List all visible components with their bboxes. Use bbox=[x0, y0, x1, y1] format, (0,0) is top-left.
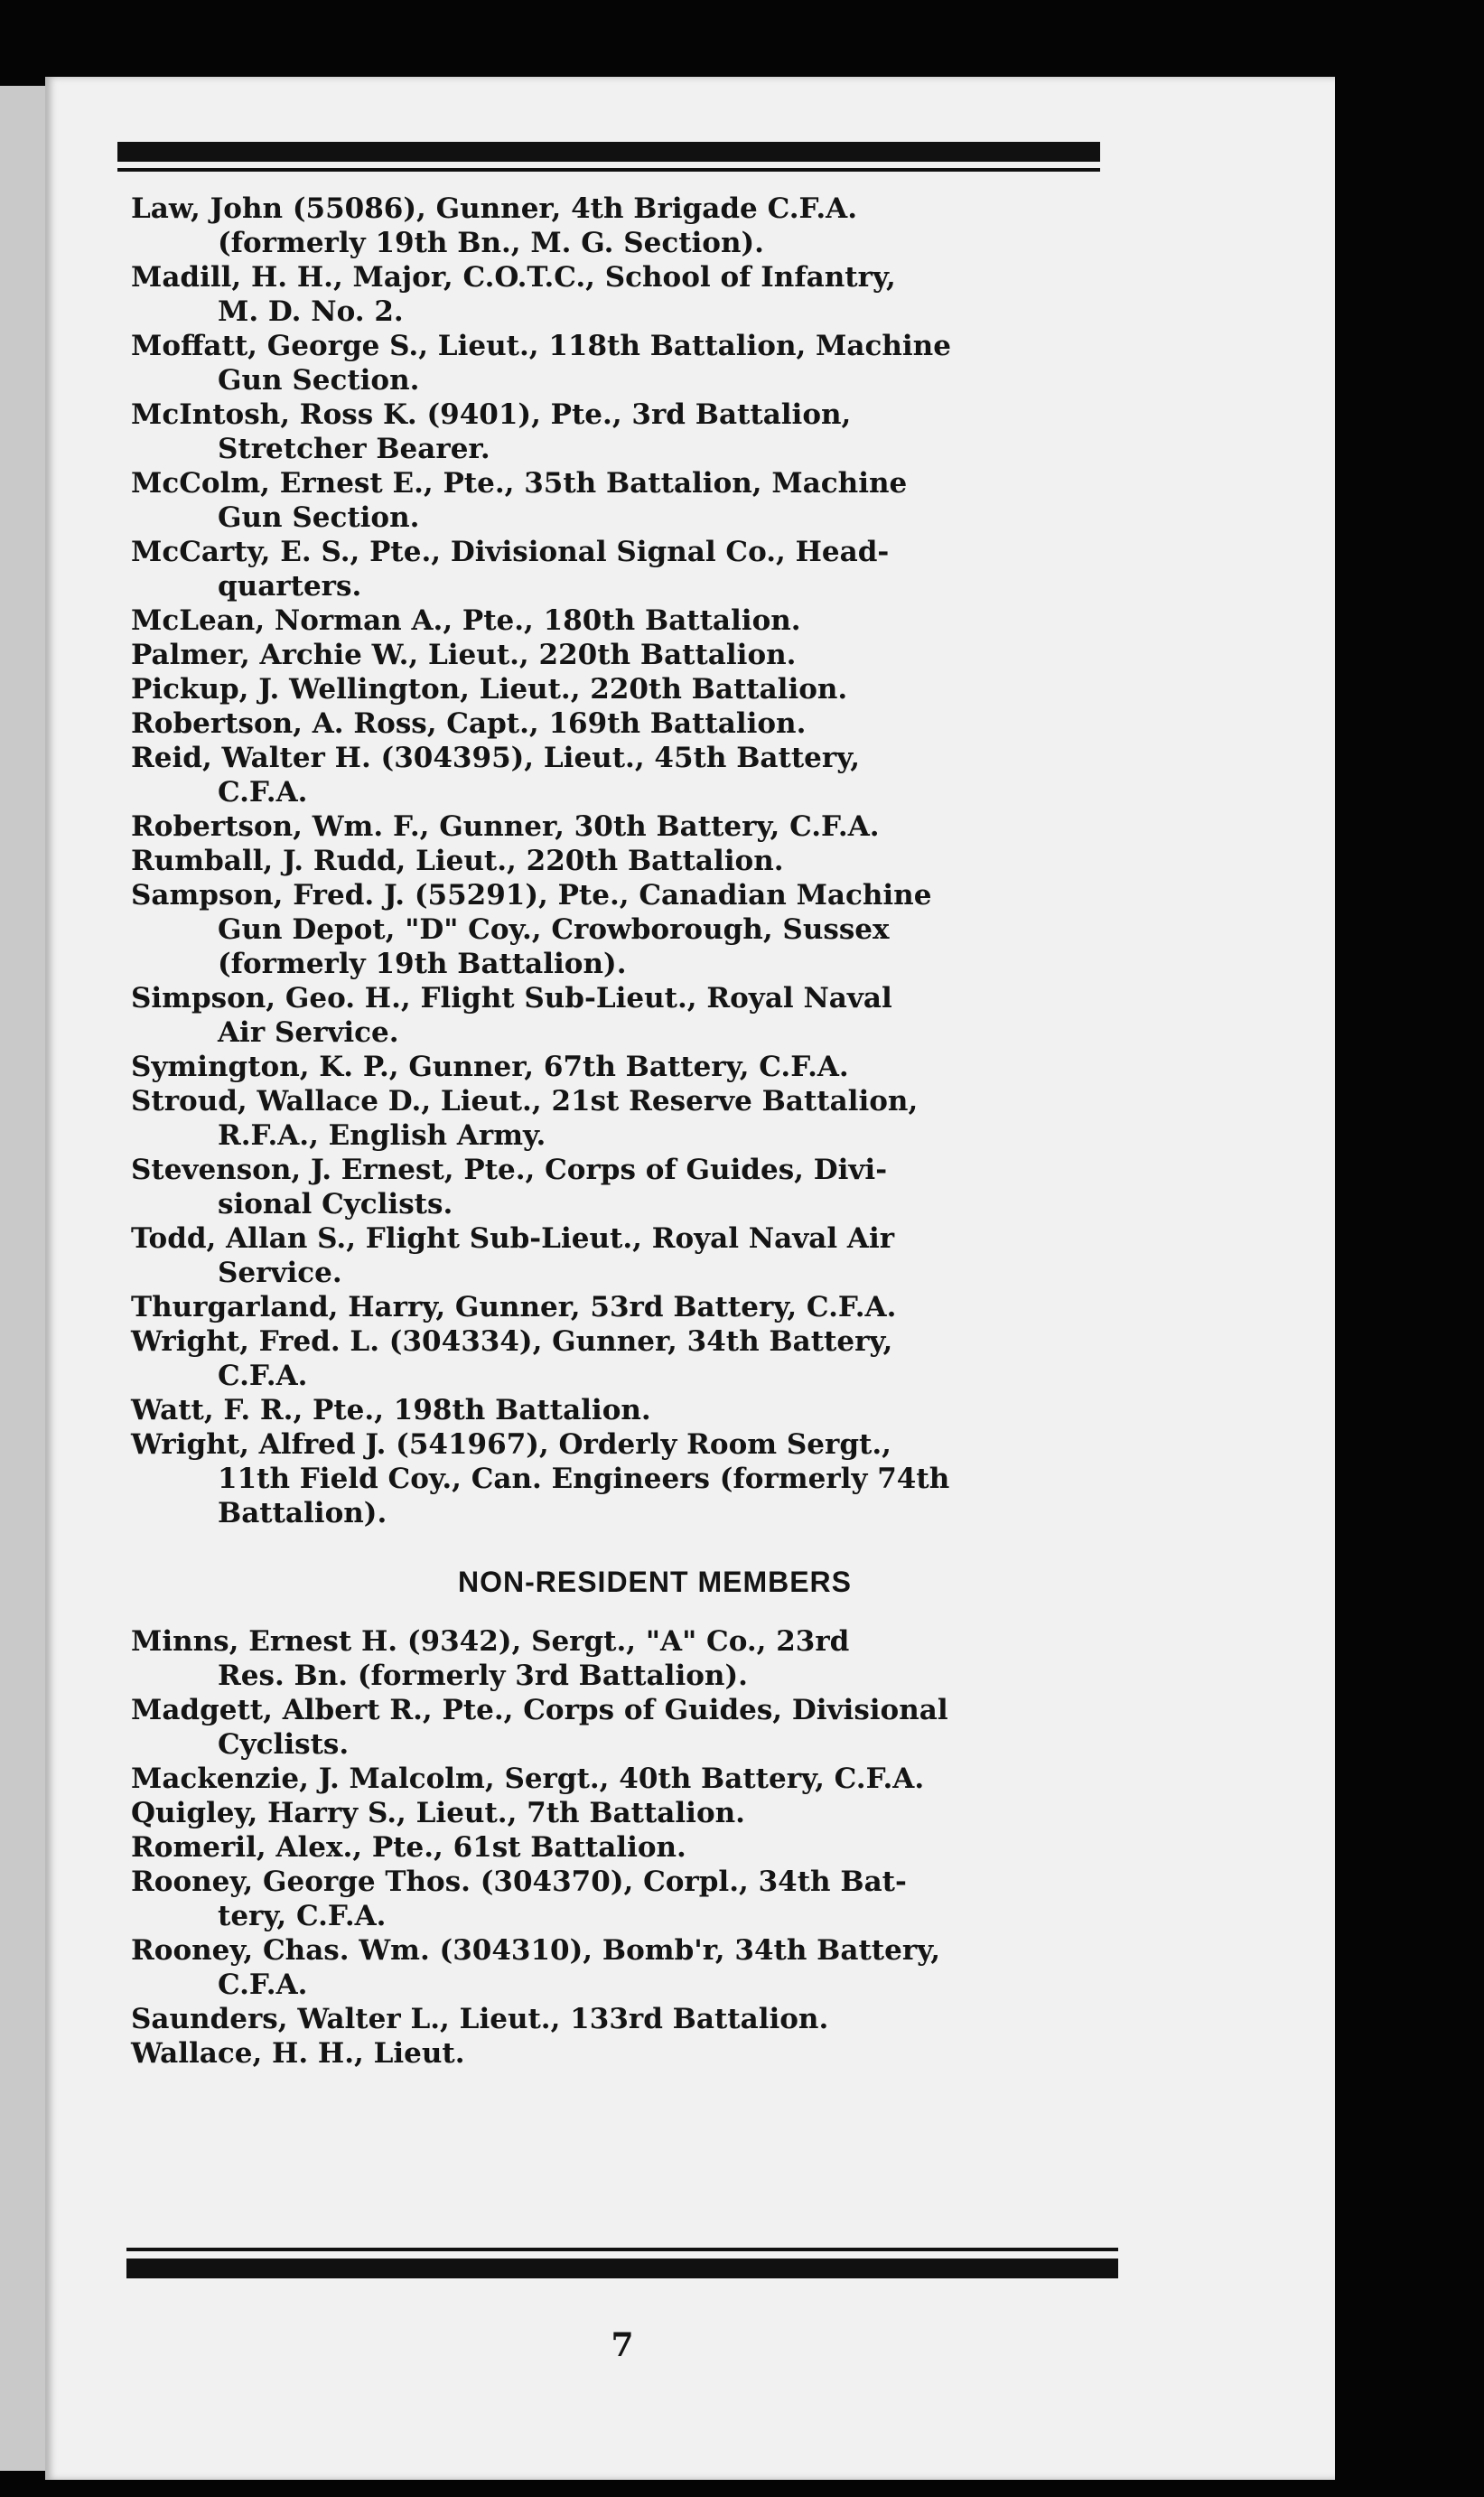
member-entry bbox=[131, 706, 1179, 741]
member-entry bbox=[131, 397, 1179, 466]
non-resident-member-list bbox=[131, 1624, 1179, 2071]
entry-line: Todd, Allan S., Flight Sub-Lieut., Royal Naval Air bbox=[131, 1222, 895, 1255]
entry-line: Romeril, Alex., Pte., 61st Battalion. bbox=[131, 1831, 686, 1864]
entry-line: C.F.A. bbox=[218, 1360, 308, 1392]
entry-line: Symington, K. P., Gunner, 67th Battery, C.F.A. bbox=[131, 1051, 849, 1083]
entry-line: McIntosh, Ross K. (9401), Pte., 3rd Battalion, bbox=[131, 398, 852, 431]
entry-line: Air Service. bbox=[218, 1016, 399, 1049]
facing-page-edge bbox=[0, 86, 45, 2471]
member-entry bbox=[131, 1153, 1179, 1221]
entry-line: Sampson, Fred. J. (55291), Pte., Canadian Machine bbox=[131, 879, 932, 912]
member-entry bbox=[131, 603, 1179, 638]
member-entry bbox=[131, 1796, 1179, 1830]
member-entry bbox=[131, 1427, 1179, 1530]
member-entry bbox=[131, 844, 1179, 878]
entry-line: Watt, F. R., Pte., 198th Battalion. bbox=[131, 1394, 651, 1426]
member-entry bbox=[131, 1762, 1179, 1796]
entry-line: Wright, Alfred J. (541967), Orderly Room Sergt., bbox=[131, 1428, 891, 1461]
member-entry bbox=[131, 1050, 1179, 1084]
entry-line: Moffatt, George S., Lieut., 118th Battalion, Machine bbox=[131, 330, 951, 362]
entry-line: Law, John (55086), Gunner, 4th Brigade C.F.A. bbox=[131, 192, 858, 225]
member-entry bbox=[131, 2036, 1179, 2071]
member-entry bbox=[131, 741, 1179, 809]
entry-line: Service. bbox=[218, 1257, 342, 1289]
entry-line: Wright, Fred. L. (304334), Gunner, 34th Battery, bbox=[131, 1325, 893, 1358]
member-entry bbox=[131, 1624, 1179, 1693]
entry-line: Wallace, H. H., Lieut. bbox=[131, 2037, 465, 2070]
entry-line: C.F.A. bbox=[218, 1969, 308, 2001]
entry-line: Cyclists. bbox=[218, 1728, 350, 1761]
member-entry bbox=[131, 329, 1179, 397]
section-heading: NON-RESIDENT MEMBERS bbox=[457, 1566, 852, 1598]
member-entry bbox=[131, 672, 1179, 706]
entry-line: (formerly 19th Bn., M. G. Section). bbox=[218, 227, 764, 259]
entry-line: M. D. No. 2. bbox=[218, 295, 404, 328]
entry-line: Thurgarland, Harry, Gunner, 53rd Battery, C.F.A. bbox=[131, 1291, 897, 1323]
member-entry bbox=[131, 466, 1179, 535]
member-entry bbox=[131, 1830, 1179, 1865]
entry-line: Rumball, J. Rudd, Lieut., 220th Battalion. bbox=[131, 845, 784, 877]
entry-line: Simpson, Geo. H., Flight Sub-Lieut., Royal Naval bbox=[131, 982, 892, 1015]
entry-line: Palmer, Archie W., Lieut., 220th Battalion. bbox=[131, 639, 797, 671]
entry-line: Mackenzie, J. Malcolm, Sergt., 40th Battery, C.F.A. bbox=[131, 1763, 925, 1795]
member-list bbox=[131, 192, 1179, 1530]
entry-line: Gun Section. bbox=[218, 501, 420, 534]
entry-line: tery, C.F.A. bbox=[218, 1900, 387, 1932]
member-entry bbox=[131, 1865, 1179, 1933]
bottom-rule-thin bbox=[126, 2248, 1118, 2251]
entry-line: Madill, H. H., Major, C.O.T.C., School of Infantry, bbox=[131, 261, 896, 294]
entry-line: Saunders, Walter L., Lieut., 133rd Battalion. bbox=[131, 2003, 829, 2035]
entry-line: Rooney, Chas. Wm. (304310), Bomb'r, 34th Battery, bbox=[131, 1934, 941, 1967]
page-content bbox=[131, 192, 1179, 2071]
entry-line: Res. Bn. (formerly 3rd Battalion). bbox=[218, 1660, 748, 1692]
entry-line: Stevenson, J. Ernest, Pte., Corps of Guides, Divi- bbox=[131, 1154, 888, 1186]
entry-line: Gun Depot, "D" Coy., Crowborough, Sussex bbox=[218, 913, 890, 946]
member-entry bbox=[131, 192, 1179, 260]
entry-line: Rooney, George Thos. (304370), Corpl., 34th Bat- bbox=[131, 1866, 907, 1898]
entry-line: McLean, Norman A., Pte., 180th Battalion. bbox=[131, 604, 801, 637]
page-number: 7 bbox=[611, 2326, 634, 2364]
bottom-rule-thick bbox=[126, 2259, 1118, 2278]
member-entry bbox=[131, 1324, 1179, 1393]
member-entry bbox=[131, 1933, 1179, 2002]
entry-line: quarters. bbox=[218, 570, 362, 603]
member-entry bbox=[131, 809, 1179, 844]
entry-line: Robertson, A. Ross, Capt., 169th Battalion. bbox=[131, 707, 807, 740]
entry-line: McColm, Ernest E., Pte., 35th Battalion, Machine bbox=[131, 467, 908, 500]
entry-line: Minns, Ernest H. (9342), Sergt., "A" Co., 23rd bbox=[131, 1625, 850, 1658]
entry-line: Madgett, Albert R., Pte., Corps of Guides, Divisional bbox=[131, 1694, 948, 1726]
member-entry bbox=[131, 1393, 1179, 1427]
entry-line: Robertson, Wm. F., Gunner, 30th Battery, C.F.A. bbox=[131, 810, 880, 843]
entry-line: Stroud, Wallace D., Lieut., 21st Reserve Battalion, bbox=[131, 1085, 919, 1118]
entry-line: Pickup, J. Wellington, Lieut., 220th Battalion. bbox=[131, 673, 848, 706]
top-rule-thin bbox=[117, 168, 1100, 172]
member-entry bbox=[131, 981, 1179, 1050]
member-entry bbox=[131, 260, 1179, 329]
entry-line: Battalion). bbox=[218, 1497, 387, 1529]
entry-line: McCarty, E. S., Pte., Divisional Signal Co., Head- bbox=[131, 536, 890, 568]
member-entry bbox=[131, 1290, 1179, 1324]
entry-line: Stretcher Bearer. bbox=[218, 433, 490, 465]
member-entry bbox=[131, 1693, 1179, 1762]
entry-line: Quigley, Harry S., Lieut., 7th Battalion. bbox=[131, 1797, 745, 1829]
entry-line: (formerly 19th Battalion). bbox=[218, 948, 627, 980]
top-rule-thick bbox=[117, 142, 1100, 162]
entry-line: Gun Section. bbox=[218, 364, 420, 397]
member-entry bbox=[131, 638, 1179, 672]
member-entry bbox=[131, 535, 1179, 603]
member-entry bbox=[131, 1084, 1179, 1153]
entry-line: Reid, Walter H. (304395), Lieut., 45th Battery, bbox=[131, 742, 861, 774]
member-entry bbox=[131, 1221, 1179, 1290]
member-entry bbox=[131, 2002, 1179, 2036]
entry-line: R.F.A., English Army. bbox=[218, 1119, 546, 1152]
entry-line: 11th Field Coy., Can. Engineers (formerly 74th bbox=[218, 1463, 950, 1495]
entry-line: sional Cyclists. bbox=[218, 1188, 453, 1220]
entry-line: C.F.A. bbox=[218, 776, 308, 809]
member-entry bbox=[131, 878, 1179, 981]
